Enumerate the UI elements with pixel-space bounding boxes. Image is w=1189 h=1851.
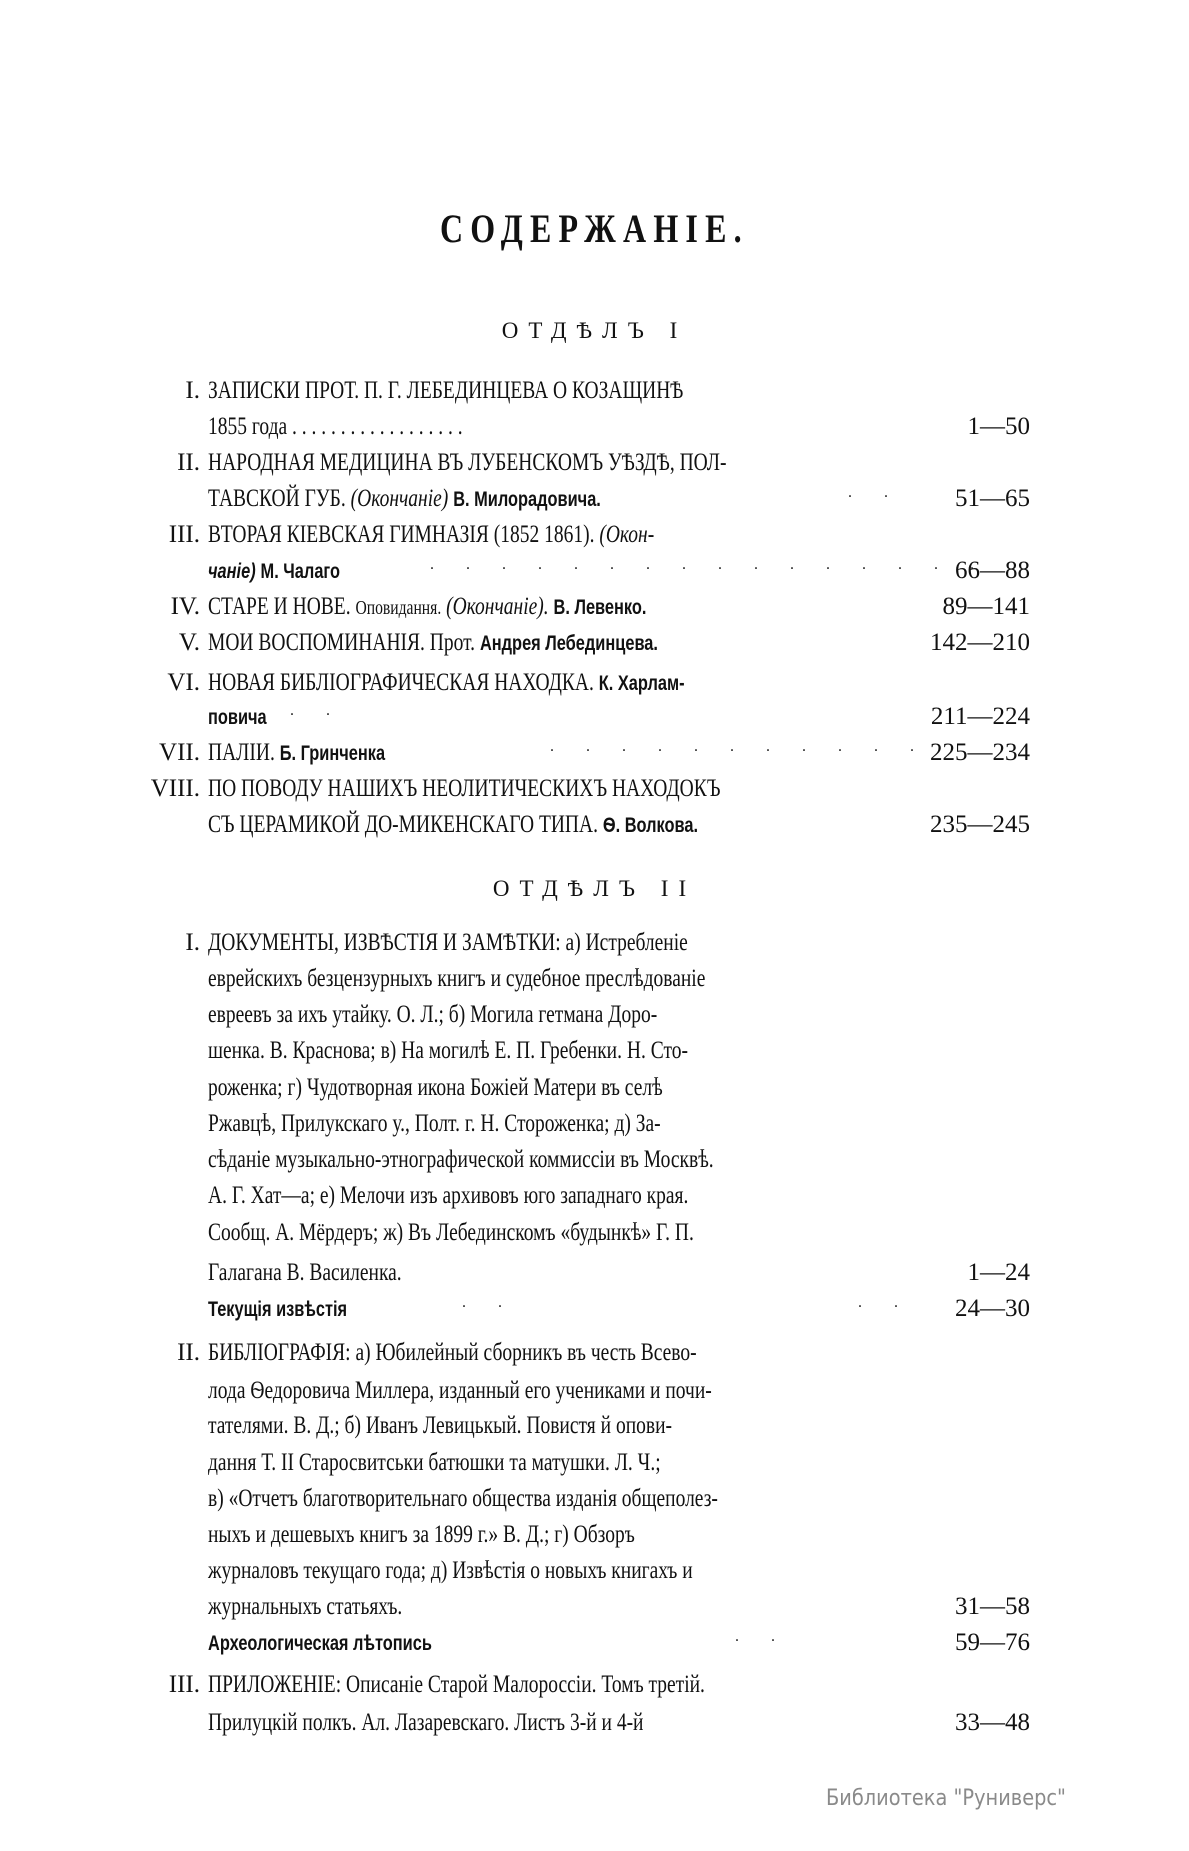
library-watermark: Библиотека "Руниверс"	[826, 1786, 1066, 1811]
entry-text-line: ныхъ и дешевыхъ книгъ за 1899 г.» В. Д.; г) Обзоръ	[208, 1521, 635, 1548]
entry-title: СТАРЕ И НОВЕ.	[208, 593, 351, 620]
entry-number: VI.	[167, 669, 200, 696]
page-range: 51—65	[955, 485, 1030, 512]
entry-note-cont: чаніе)	[208, 560, 256, 583]
entry-title: ПО ПОВОДУ НАШИХЪ НЕОЛИТИЧЕСКИХЪ НАХОДОКЪ	[208, 775, 721, 802]
page-title: СОДЕРЖАНІЕ.	[439, 206, 749, 251]
entry-author: М. Чалаго	[260, 560, 341, 583]
entry-text-line: в) «Отчетъ благотворительнаго общества изданія общеполез-	[208, 1485, 718, 1512]
entry-text-line: тателями. В. Д.; б) Иванъ Левицькый. Повистя й опови-	[208, 1412, 673, 1439]
entry-number: II.	[177, 1339, 200, 1366]
entry-text-line: евреевъ за ихъ утайку. О. Л.; б) Могила гетмана Доро-	[208, 1001, 658, 1028]
entry-number: IV.	[170, 593, 200, 620]
entry-title-cont: 1855 года . . . . . . . . . . . . . . . . . .	[208, 413, 463, 440]
leader-dots: . .	[462, 1294, 516, 1311]
page-range: 225—234	[930, 739, 1030, 766]
entry-number: III.	[168, 1671, 200, 1698]
entry-note: (Окон-	[599, 521, 655, 548]
entry-title: ВТОРАЯ КІЕВСКАЯ ГИМНАЗІЯ (1852 1861).	[208, 521, 600, 548]
entry-text-line: журнальныхъ статьяхъ.	[208, 1593, 403, 1620]
page-range: 89—141	[942, 593, 1030, 620]
entry-number: I.	[185, 929, 200, 956]
entry-number: II.	[177, 449, 200, 476]
entry-title: МОИ ВОСПОМИНАНІЯ.	[208, 629, 425, 656]
entry-author-cont: повича	[208, 706, 267, 729]
section-heading-part-1: ОТДѢЛЪ I	[501, 318, 688, 343]
page-range: 1—24	[967, 1259, 1030, 1286]
entry-title: Текущія извѣстія	[208, 1298, 348, 1321]
entry-subtitle: Оповидання.	[355, 597, 442, 619]
entry-text-line: дання Т. II Старосвитськи батюшки та матушки. Л. Ч.;	[208, 1449, 661, 1476]
entry-text-line: БИБЛІОГРАФІЯ: а) Юбилейный сборникъ въ честь Всево-	[208, 1339, 697, 1366]
leader-dots: . .	[735, 1628, 789, 1645]
entry-author: К. Харлам-	[598, 672, 685, 695]
entry-text-line: ПРИЛОЖЕНІЕ: Описаніе Старой Малороссіи. Томъ третій.	[208, 1671, 705, 1698]
entry-text-line: еврейскихъ безцензурныхъ книгъ и судебное преслѣдованіе	[208, 965, 706, 992]
page-range: 235—245	[930, 811, 1030, 838]
entry-text-line: шенка. В. Краснова; в) На могилѣ Е. П. Гребенки. Н. Сто-	[208, 1037, 688, 1064]
entry-text-line: Сообщ. А. Мёрдеръ; ж) Въ Лебединскомъ «будынкѣ» Г. П.	[208, 1219, 694, 1246]
entry-text-line: Ржавцѣ, Прилукскаго у., Полт. г. Н. Стороженка; д) За-	[208, 1110, 661, 1137]
entry-text-line: сѣданіе музыкально-этнографической коммиссіи въ Москвѣ.	[208, 1146, 714, 1173]
leader-dots: . .	[290, 702, 344, 719]
entry-text-line: Галагана В. Василенка.	[208, 1259, 402, 1286]
page-range: 31—58	[955, 1593, 1030, 1620]
entry-title: НАРОДНАЯ МЕДИЦИНА ВЪ ЛУБЕНСКОМЪ УѢЗДѢ, ПОЛ-	[208, 449, 727, 476]
entry-text-line: ДОКУМЕНТЫ, ИЗВѢСТІЯ И ЗАМѢТКИ: а) Истребленіе	[208, 929, 688, 956]
entry-text-line: лода Ѳедоровича Миллера, изданный его учениками и почи-	[208, 1377, 712, 1404]
entry-title-cont: ТАВСКОЙ ГУБ.	[208, 485, 346, 512]
page-range: 59—76	[955, 1629, 1030, 1656]
entry-text-line: А. Г. Хат—а; е) Мелочи изъ архивовъ юго западнаго края.	[208, 1182, 689, 1209]
page-range: 24—30	[955, 1295, 1030, 1322]
entry-author: Ѳ. Волкова.	[602, 814, 699, 837]
entry-number: VIII.	[150, 775, 200, 802]
page-range: 142—210	[930, 629, 1030, 656]
entry-number: V.	[178, 629, 200, 656]
entry-note: (Окончаніе).	[446, 593, 549, 620]
entry-subtitle: Прот.	[429, 629, 476, 656]
entry-number: VII.	[159, 739, 200, 766]
page-range: 211—224	[930, 703, 1030, 730]
entry-number: III.	[168, 521, 200, 548]
entry-title: ЗАПИСКИ ПРОТ. П. Г. ЛЕБЕДИНЦЕВА О КОЗАЩИНѢ	[208, 377, 684, 404]
entry-title: Археологическая лѣтопись	[208, 1632, 432, 1655]
leader-dots: . . . . . . . . . . . . . . . .	[430, 556, 988, 573]
entry-title: ПАЛІИ.	[208, 739, 275, 766]
section-heading-part-2: ОТДѢЛЪ II	[492, 876, 697, 901]
entry-note: (Окончаніе)	[350, 485, 449, 512]
entry-title-cont: СЪ ЦЕРАМИКОЙ ДО-МИКЕНСКАГО ТИПА.	[208, 811, 598, 838]
page-range: 66—88	[955, 557, 1030, 584]
page-range: 1—50	[967, 413, 1030, 440]
entry-text-line: журналовъ текущаго года; д) Извѣстія о новыхъ книгахъ и	[208, 1557, 693, 1584]
entry-author: Б. Гринченка	[279, 742, 386, 765]
entry-number: I.	[185, 377, 200, 404]
leader-dots: . .	[848, 484, 902, 501]
entry-text-line: Прилуцкій полкъ. Ал. Лазаревскаго. Листъ 3-й и 4-й	[208, 1709, 644, 1736]
page-range: 33—48	[955, 1709, 1030, 1736]
entry-text-line: роженка; г) Чудотворная икона Божіей Матери въ селѣ	[208, 1074, 663, 1101]
entry-title: НОВАЯ БИБЛІОГРАФИЧЕСКАЯ НАХОДКА.	[208, 669, 594, 696]
entry-author: В. Милорадовича.	[453, 488, 601, 511]
leader-dots: . . . . . . . . . . .	[550, 738, 928, 755]
leader-dots: . .	[858, 1294, 912, 1311]
entry-author: В. Левенко.	[553, 596, 647, 619]
entry-author: Андрея Лебединцева.	[479, 632, 658, 655]
